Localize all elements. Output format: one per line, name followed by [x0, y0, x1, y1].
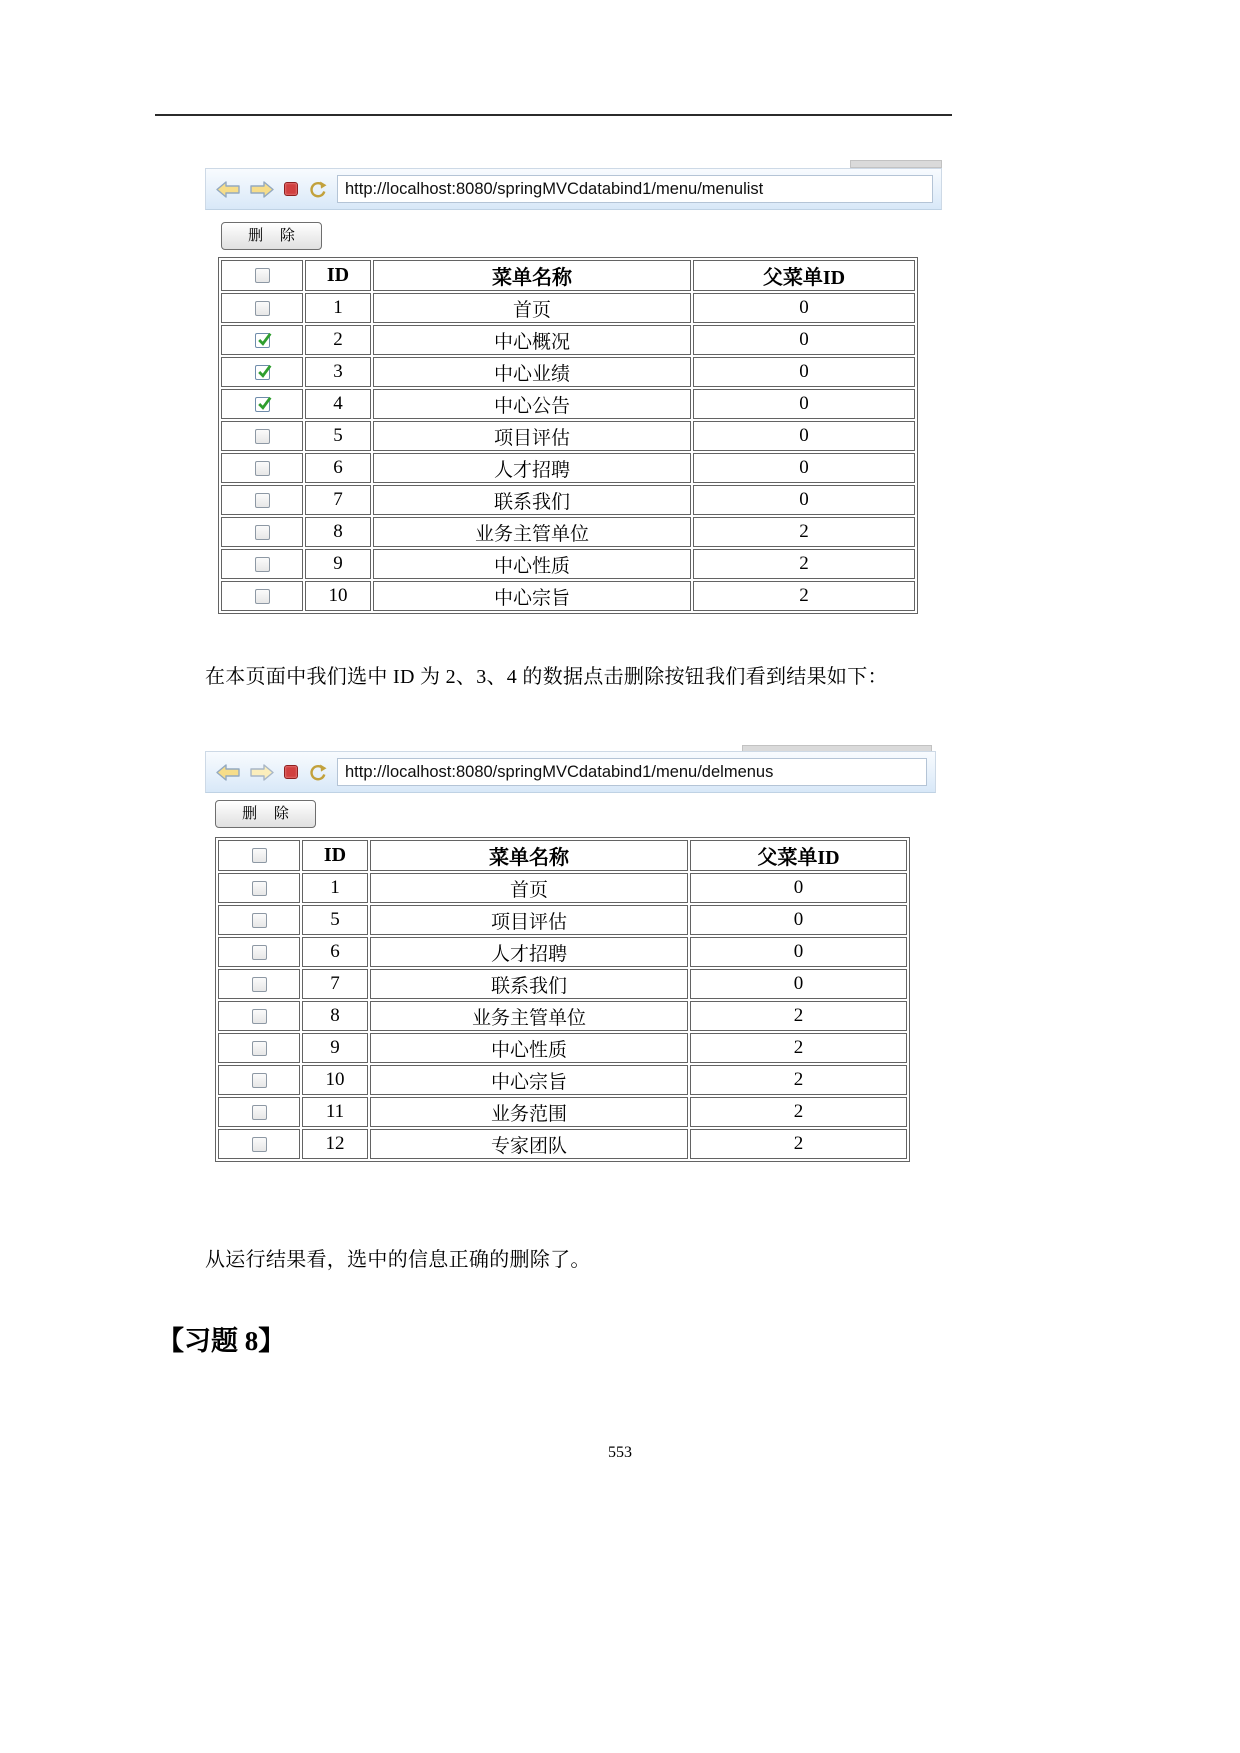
cell-name: 中心公告 — [373, 389, 691, 419]
checkbox-cell — [218, 937, 300, 967]
cell-parent: 2 — [693, 581, 915, 611]
cell-name: 业务主管单位 — [373, 517, 691, 547]
address-bar[interactable] — [337, 175, 933, 203]
table-row — [218, 873, 907, 903]
cell-name: 首页 — [370, 873, 688, 903]
cell-id: 6 — [305, 453, 371, 483]
cell-id: 8 — [305, 517, 371, 547]
cell-id: 5 — [302, 905, 368, 935]
url-text: http://localhost:8080/springMVCdatabind1/menu/menulist — [345, 179, 764, 198]
checkbox-cell — [221, 293, 303, 323]
row-checkbox[interactable] — [255, 493, 270, 508]
table-row-partial — [221, 581, 915, 611]
row-checkbox[interactable] — [252, 1137, 267, 1152]
column-header: ID — [305, 260, 371, 291]
row-checkbox[interactable] — [255, 589, 270, 604]
row-checkbox[interactable] — [255, 525, 270, 540]
forward-icon[interactable] — [250, 764, 274, 781]
cell-parent: 0 — [693, 485, 915, 515]
checkbox-cell — [221, 517, 303, 547]
cell-parent: 2 — [690, 1129, 907, 1159]
check-icon — [256, 395, 273, 412]
row-checkbox[interactable] — [252, 1041, 267, 1056]
row-checkbox[interactable] — [255, 397, 270, 412]
cell-id: 4 — [305, 389, 371, 419]
delete-button[interactable]: 删 除 — [221, 222, 322, 250]
checkbox-cell — [221, 421, 303, 451]
check-icon — [256, 331, 273, 348]
header-rule — [155, 114, 952, 116]
back-icon[interactable] — [216, 181, 240, 198]
back-icon[interactable] — [216, 764, 240, 781]
table-row — [218, 1001, 907, 1031]
page-number: 553 — [608, 1444, 632, 1461]
check-icon — [256, 363, 273, 380]
refresh-icon[interactable] — [308, 181, 327, 198]
cell-id: 9 — [305, 549, 371, 579]
table-row — [218, 1033, 907, 1063]
body-paragraph: 在本页面中我们选中 ID 为 2、3、4 的数据点击删除按钮我们看到结果如下： — [205, 666, 888, 688]
cell-name: 联系我们 — [370, 969, 688, 999]
cell-name: 中心业绩 — [373, 357, 691, 387]
row-checkbox[interactable] — [252, 913, 267, 928]
checkbox-cell — [221, 549, 303, 579]
cell-parent: 0 — [690, 969, 907, 999]
row-checkbox[interactable] — [252, 945, 267, 960]
table-row — [218, 1065, 907, 1095]
cell-id: 10 — [305, 581, 371, 611]
header-checkbox-cell — [218, 840, 300, 871]
cell-name: 项目评估 — [373, 421, 691, 451]
checkbox-cell — [218, 1129, 300, 1159]
cell-parent: 0 — [693, 453, 915, 483]
forward-icon[interactable] — [250, 181, 274, 198]
cell-id: 1 — [302, 873, 368, 903]
cell-id: 5 — [305, 421, 371, 451]
column-header: 菜单名称 — [373, 260, 691, 291]
cell-id: 12 — [302, 1129, 368, 1159]
cell-id: 2 — [305, 325, 371, 355]
checkbox-cell — [218, 969, 300, 999]
cell-name: 中心宗旨 — [373, 581, 691, 611]
cell-id: 3 — [305, 357, 371, 387]
cell-name: 中心性质 — [370, 1033, 688, 1063]
checkbox-cell — [221, 453, 303, 483]
row-checkbox[interactable] — [252, 881, 267, 896]
table-row — [218, 1129, 907, 1159]
row-checkbox[interactable] — [252, 1073, 267, 1088]
cell-parent: 0 — [690, 905, 907, 935]
table-row — [218, 1097, 907, 1127]
browser-screenshot-menulist — [205, 160, 942, 622]
table-header-row — [218, 840, 907, 871]
cell-id: 1 — [305, 293, 371, 323]
body-paragraph: 从运行结果看，选中的信息正确的删除了。 — [205, 1249, 591, 1271]
cell-parent: 2 — [690, 1065, 907, 1095]
table-row — [221, 325, 915, 355]
cell-name: 联系我们 — [373, 485, 691, 515]
header-checkbox-cell — [221, 260, 303, 291]
cell-name: 专家团队 — [370, 1129, 688, 1159]
cell-parent: 0 — [693, 421, 915, 451]
table-row — [221, 293, 915, 323]
checkbox-cell — [218, 1001, 300, 1031]
checkbox-cell — [218, 905, 300, 935]
table-row — [221, 357, 915, 387]
row-checkbox[interactable] — [255, 301, 270, 316]
checkbox-cell — [221, 389, 303, 419]
cell-parent: 2 — [690, 1033, 907, 1063]
cell-parent: 0 — [693, 325, 915, 355]
row-checkbox[interactable] — [252, 1105, 267, 1120]
checkbox-cell — [221, 581, 303, 611]
table-row — [221, 549, 915, 579]
table-row — [218, 969, 907, 999]
cell-id: 8 — [302, 1001, 368, 1031]
table-row — [221, 517, 915, 547]
row-checkbox[interactable] — [255, 429, 270, 444]
table-row — [221, 453, 915, 483]
cell-parent: 0 — [690, 937, 907, 967]
table-row — [218, 905, 907, 935]
checkbox-cell — [218, 873, 300, 903]
checkbox-cell — [218, 1097, 300, 1127]
cell-name: 中心性质 — [373, 549, 691, 579]
row-checkbox[interactable] — [255, 557, 270, 572]
checkbox-cell — [218, 1065, 300, 1095]
stop-icon[interactable] — [284, 765, 298, 779]
cell-parent: 2 — [693, 549, 915, 579]
menu-table — [218, 257, 918, 614]
cell-id: 11 — [302, 1097, 368, 1127]
select-all-checkbox[interactable] — [252, 848, 267, 863]
row-checkbox[interactable] — [255, 365, 270, 380]
cell-name: 中心概况 — [373, 325, 691, 355]
select-all-checkbox[interactable] — [255, 268, 270, 283]
row-checkbox[interactable] — [252, 977, 267, 992]
cell-parent: 2 — [693, 517, 915, 547]
cell-name: 人才招聘 — [373, 453, 691, 483]
row-checkbox[interactable] — [252, 1009, 267, 1024]
row-checkbox[interactable] — [255, 461, 270, 476]
column-header: 父菜单ID — [690, 840, 907, 871]
window-chrome-fragment — [850, 160, 942, 168]
cell-name: 人才招聘 — [370, 937, 688, 967]
cell-id: 7 — [302, 969, 368, 999]
browser-toolbar — [205, 751, 936, 793]
cell-id: 10 — [302, 1065, 368, 1095]
cell-id: 9 — [302, 1033, 368, 1063]
cell-name: 项目评估 — [370, 905, 688, 935]
address-bar[interactable] — [337, 758, 927, 786]
checkbox-cell — [221, 485, 303, 515]
cell-parent: 0 — [693, 389, 915, 419]
cell-parent: 2 — [690, 1001, 907, 1031]
section-heading: 【习题 8】 — [157, 1326, 286, 1356]
stop-icon[interactable] — [284, 182, 298, 196]
column-header: 菜单名称 — [370, 840, 688, 871]
cell-parent: 0 — [690, 873, 907, 903]
refresh-icon[interactable] — [308, 764, 327, 781]
delete-button[interactable]: 删 除 — [215, 800, 316, 828]
column-header: 父菜单ID — [693, 260, 915, 291]
checkbox-cell — [218, 1033, 300, 1063]
table-row — [221, 389, 915, 419]
cell-name: 业务主管单位 — [370, 1001, 688, 1031]
column-header: ID — [302, 840, 368, 871]
cell-name: 首页 — [373, 293, 691, 323]
table-row — [221, 421, 915, 451]
url-text: http://localhost:8080/springMVCdatabind1/menu/delmenus — [345, 762, 774, 781]
cell-id: 7 — [305, 485, 371, 515]
browser-toolbar — [205, 168, 942, 210]
table-row — [218, 937, 907, 967]
table-header-row — [221, 260, 915, 291]
checkbox-cell — [221, 357, 303, 387]
cell-parent: 0 — [693, 293, 915, 323]
browser-screenshot-delmenus — [205, 745, 936, 1191]
table-row — [221, 485, 915, 515]
row-checkbox[interactable] — [255, 333, 270, 348]
cell-name: 业务范围 — [370, 1097, 688, 1127]
checkbox-cell — [221, 325, 303, 355]
cell-id: 6 — [302, 937, 368, 967]
cell-parent: 0 — [693, 357, 915, 387]
menu-table — [215, 837, 910, 1162]
cell-name: 中心宗旨 — [370, 1065, 688, 1095]
cell-parent: 2 — [690, 1097, 907, 1127]
